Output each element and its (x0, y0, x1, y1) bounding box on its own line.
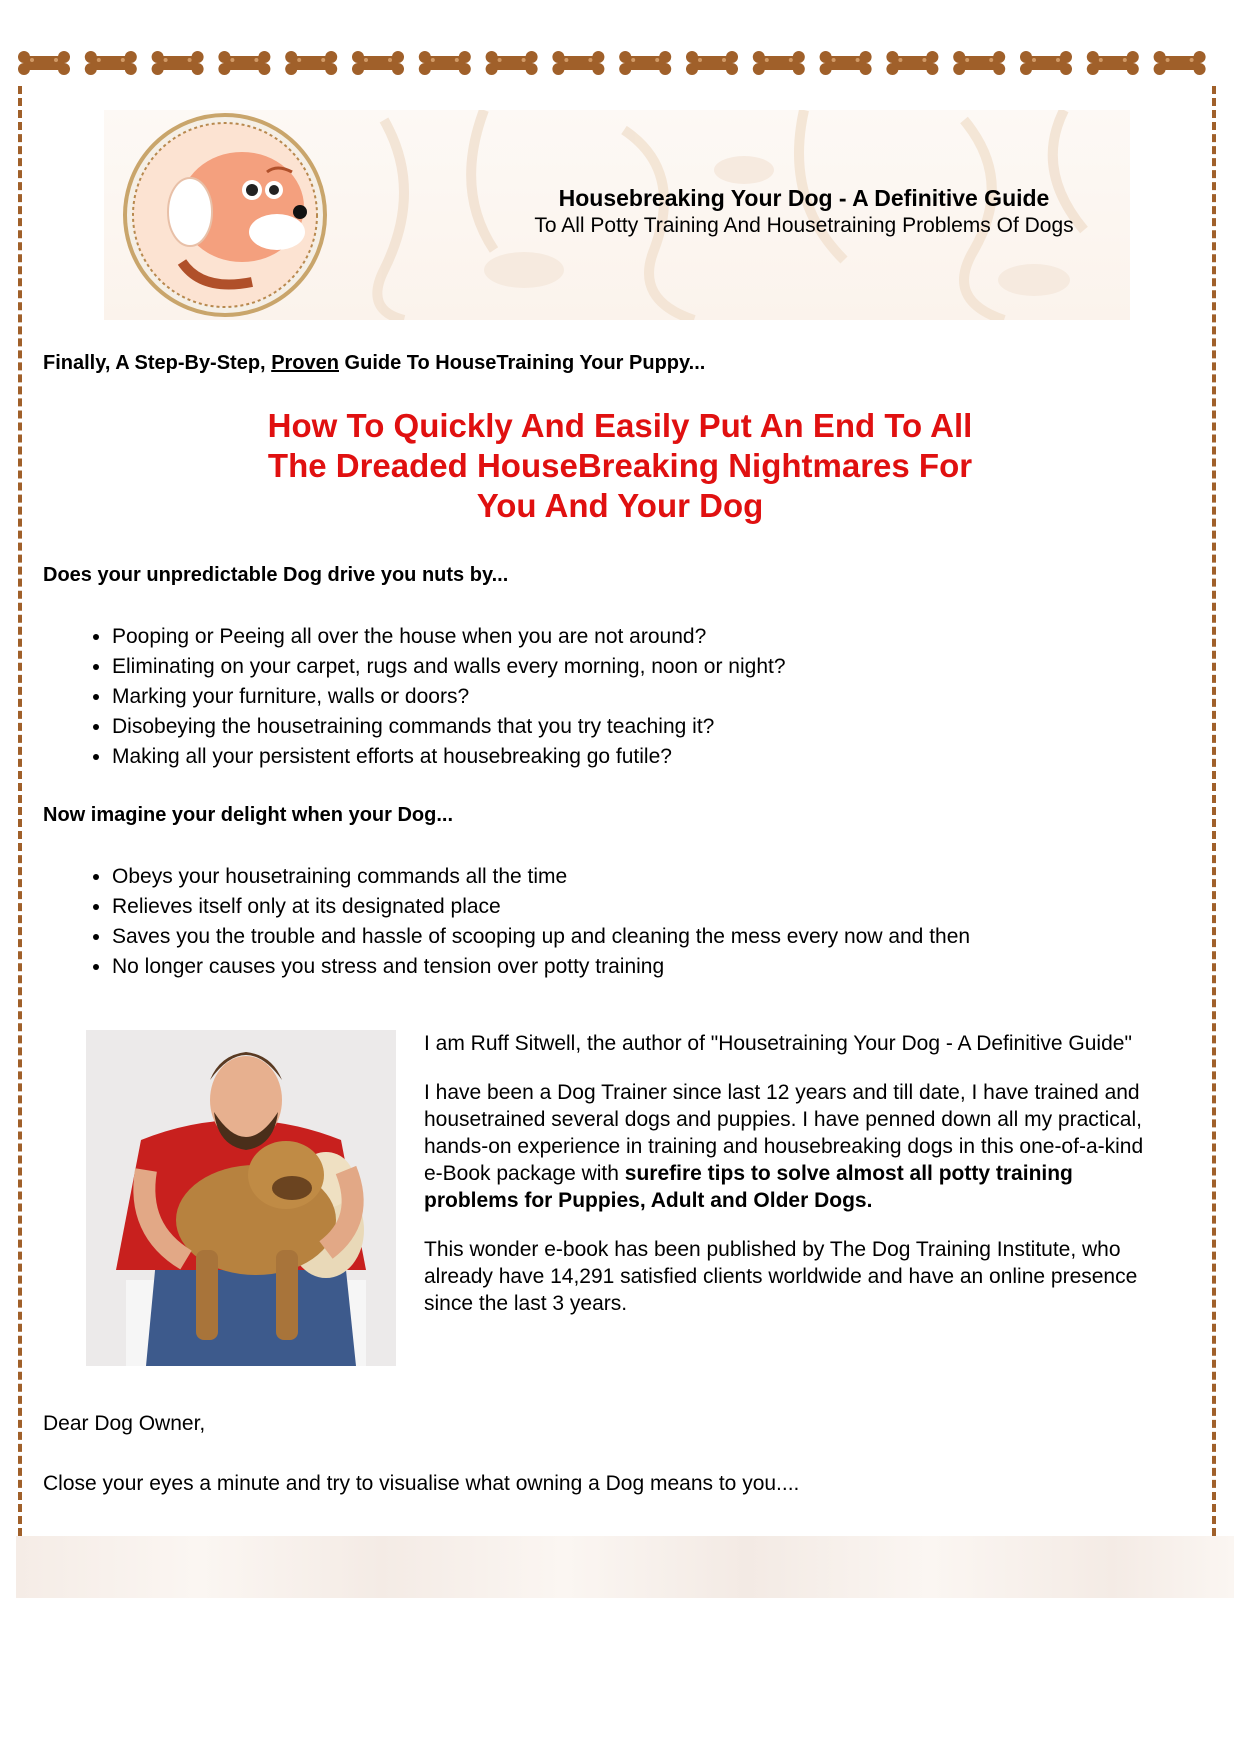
intro-suffix: Guide To HouseTraining Your Puppy... (339, 352, 706, 374)
author-experience-highlight: surefire tips to solve almost all potty training problems for Puppies, Adult and Older Dogs. (424, 1162, 1073, 1212)
bone-icon (619, 51, 671, 75)
cartoon-dog-logo-icon (122, 112, 328, 318)
bone-icon (686, 51, 738, 75)
headline-line-1: How To Quickly And Easily Put An End To All (267, 407, 973, 444)
list-item: • Disobeying the housetraining commands that you try teaching it? (112, 712, 786, 742)
problems-list (62, 622, 786, 772)
list-item: • Making all your persistent efforts at housebreaking go futile? (112, 742, 786, 772)
bone-icon (218, 51, 270, 75)
header-banner (104, 110, 1130, 320)
header-title: Housebreaking Your Dog - A Definitive Guide (558, 185, 1050, 211)
bone-icon (753, 51, 805, 75)
bone-chain-border (14, 46, 1224, 80)
bone-icon (152, 51, 204, 75)
bone-icon (953, 51, 1005, 75)
list-item: • Eliminating on your carpet, rugs and walls every morning, noon or night? (112, 652, 786, 682)
author-bio (424, 1030, 1144, 1339)
footer-band (16, 1536, 1234, 1598)
author-experience-text: I have been a Dog Trainer since last 12 years and till date, I have trained and housetrained several dogs and puppies. I have penned down all my practical, hands-on experience in training and housebreaking dogs in this one-of-a-kind e-Book package with (424, 1081, 1144, 1185)
header-text-block (514, 184, 1094, 240)
benefits-heading: Now imagine your delight when your Dog... (43, 804, 454, 826)
bone-icon (285, 51, 337, 75)
bone-icon (552, 51, 604, 75)
bone-icon (1087, 51, 1139, 75)
author-experience (424, 1079, 1144, 1214)
list-item: • No longer causes you stress and tension over potty training (112, 952, 970, 982)
letter-opening: Close your eyes a minute and try to visualise what owning a Dog means to you.... (43, 1472, 800, 1495)
bone-icon (886, 51, 938, 75)
header-subtitle: To All Potty Training And Housetraining Problems Of Dogs (534, 214, 1074, 237)
list-item: • Pooping or Peeing all over the house when you are not around? (112, 622, 786, 652)
intro-line (43, 350, 705, 376)
author-intro: I am Ruff Sitwell, the author of "Housetraining Your Dog - A Definitive Guide" (424, 1032, 1132, 1055)
bone-icon (85, 51, 137, 75)
list-item: • Relieves itself only at its designated place (112, 892, 970, 922)
benefits-list (62, 862, 970, 982)
bone-icon (820, 51, 872, 75)
problems-heading: Does your unpredictable Dog drive you nuts by... (43, 564, 509, 586)
list-item: • Saves you the trouble and hassle of scooping up and cleaning the mess every now and then (112, 922, 970, 952)
main-headline (200, 406, 1040, 526)
bone-icon (1020, 51, 1072, 75)
bone-icon (486, 51, 538, 75)
intro-underlined: Proven (271, 352, 339, 374)
headline-line-2: The Dreaded HouseBreaking Nightmares For (267, 447, 973, 484)
author-with-dogs-photo-icon (86, 1030, 396, 1366)
bone-icon (1154, 51, 1206, 75)
letter-greeting: Dear Dog Owner, (43, 1412, 206, 1435)
list-item: • Obeys your housetraining commands all the time (112, 862, 970, 892)
bone-icon (419, 51, 471, 75)
intro-prefix: Finally, A Step-By-Step, (43, 352, 272, 374)
author-publisher: This wonder e-book has been published by The Dog Training Institute, who already have 14,291 satisfied clients worldwide and have an online presence since the last 3 years. (424, 1238, 1138, 1315)
headline-line-3: You And Your Dog (476, 487, 764, 524)
list-item: • Marking your furniture, walls or doors? (112, 682, 786, 712)
bone-icon (352, 51, 404, 75)
bone-icon (18, 51, 70, 75)
